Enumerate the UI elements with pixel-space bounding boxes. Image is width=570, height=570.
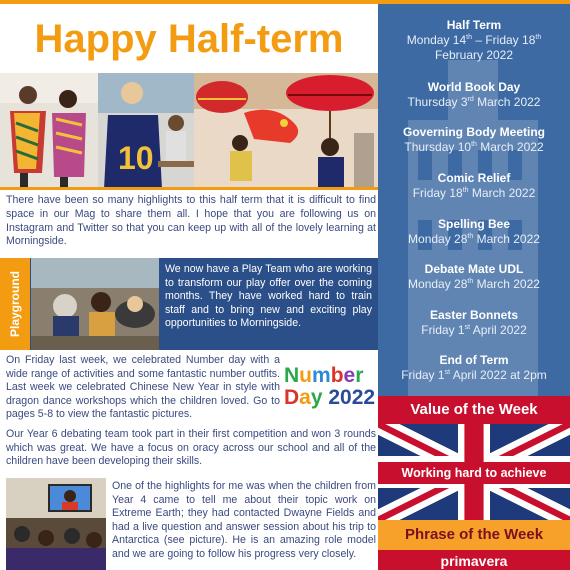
playground-photo (31, 258, 159, 350)
event-name: Comic Relief (437, 171, 511, 185)
event-spelling-bee (378, 217, 570, 247)
event-name: Easter Bonnets (429, 308, 519, 322)
event-date: Thursday 3rd March 2022 (407, 95, 541, 109)
event-name: Spelling Bee (437, 217, 511, 231)
video-call-classroom-photo (6, 478, 106, 570)
event-name: Half Term (446, 18, 502, 32)
event-name: Governing Body Meeting (402, 125, 545, 139)
event-name: World Book Day (427, 80, 521, 94)
event-date: Friday 1st April 2022 at 2pm (401, 368, 547, 382)
antarctica-paragraph: One of the highlights for me was when the children from Year 4 came to tell me about their topic work on Extreme Earth; they had contacted Dwayne Fields and had a live question and answer session about his trip to Antarctica (see picture). He is an amazing role model and we are going to follow his progress very closely. (112, 480, 376, 560)
football-shirt-number-10-photo (98, 73, 194, 189)
children-costumes-photo (0, 73, 98, 189)
intro-paragraph: There have been so many highlights to this half term that it is difficult to find space in our Mag to share them all. I hope that you are following us on Instagram and Twitter so that you can keep up with all of the lovely learning at Morningside. (6, 194, 376, 248)
event-end-of-term (378, 353, 570, 383)
svg-text:10: 10 (118, 140, 154, 176)
event-date: Friday 1st April 2022 (421, 323, 527, 337)
event-half-term (378, 18, 570, 63)
value-of-week-header: Value of the Week (378, 396, 570, 424)
phrase-of-week-value: primavera (378, 550, 570, 570)
number-day-logo-line2: Day 2022 (284, 386, 376, 409)
event-date-line2: February 2022 (434, 48, 514, 62)
event-date: Thursday 10th March 2022 (404, 140, 544, 154)
event-date: Monday 28th March 2022 (408, 277, 540, 291)
event-date: Friday 18th March 2022 (412, 186, 536, 200)
photo-strip-underline (0, 187, 378, 190)
sidebar-accent-bar (378, 0, 570, 4)
chinese-dragon-dance-photo (194, 73, 378, 189)
page-title: Happy Half-term (34, 17, 344, 61)
event-comic-relief (378, 171, 570, 201)
number-day-paragraph: On Friday last week, we celebrated Number day with a wide range of activities and some fantastic number outfits. Last week we celebrated Chinese New Year in style with dragon dance workshops which the children loved. Go to pages 5-8 to view the fantastic pictures. (6, 354, 280, 421)
playground-label: Playground (8, 270, 22, 338)
event-name: End of Term (439, 353, 509, 367)
event-world-book-day (378, 80, 570, 110)
phrase-of-week-header: Phrase of the Week (378, 520, 570, 550)
playground-text: We now have a Play Team who are working to transform our play offer over the coming months. They have worked hard to train staff and to bring new and exciting play opportunities to Morningside. (165, 263, 372, 330)
event-debate-mate-udl (378, 262, 570, 292)
event-name: Debate Mate UDL (424, 262, 524, 276)
number-day-logo (282, 362, 378, 412)
photo-strip (0, 73, 378, 189)
playground-label-tab (0, 258, 30, 350)
value-of-week-value: Working hard to achieve (378, 462, 570, 484)
event-date: Monday 14th – Friday 18th (406, 33, 542, 47)
event-governing-body-meeting (378, 125, 570, 155)
event-date: Monday 28th March 2022 (408, 232, 540, 246)
number-day-logo-line1: Number (284, 364, 364, 387)
debate-paragraph: Our Year 6 debating team took part in their first competition and won 3 rounds which was great. We have a focus on oracy across our school and all of the children have been developing their skills. (6, 428, 376, 468)
top-accent-bar (0, 0, 378, 4)
event-easter-bonnets (378, 308, 570, 338)
